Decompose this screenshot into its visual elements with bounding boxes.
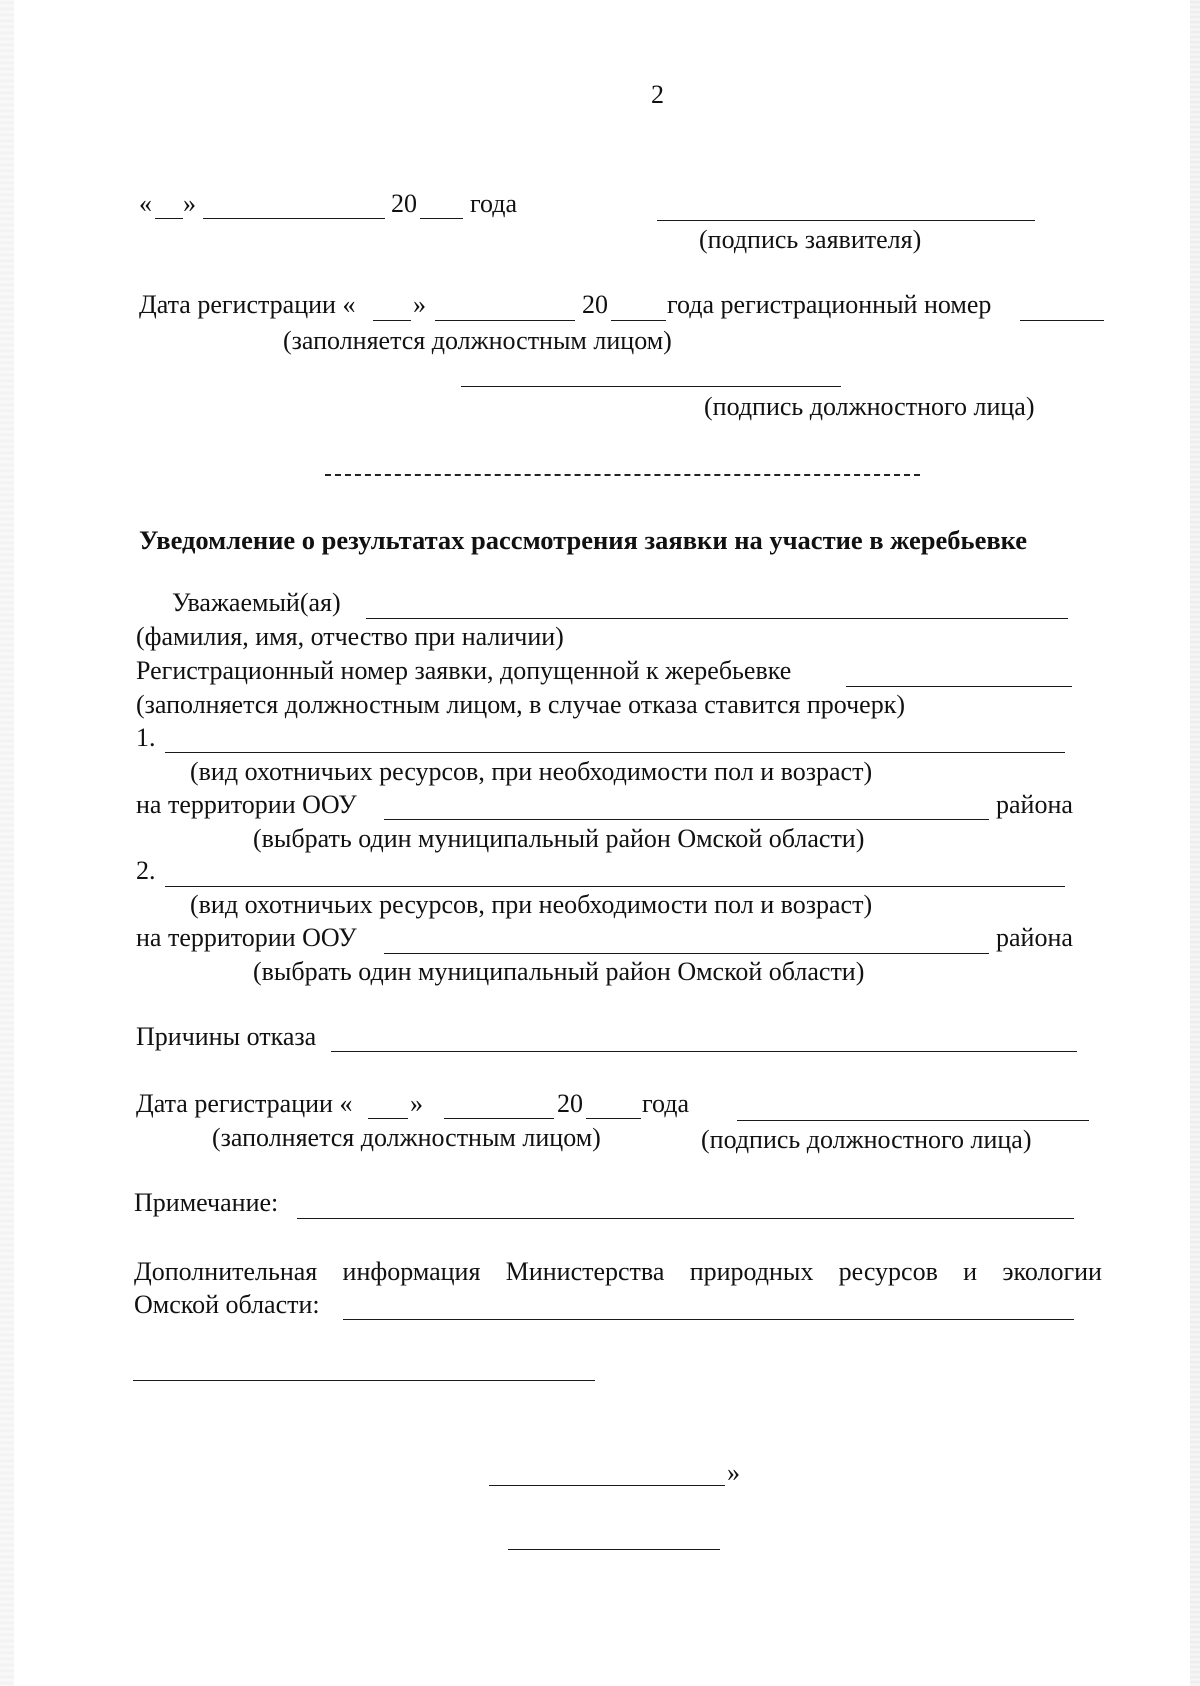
registration-close-quote: »	[413, 290, 426, 319]
refusal-line	[331, 1051, 1077, 1052]
notice-reg-year-line	[586, 1118, 641, 1119]
registration-label: Дата регистрации «	[139, 290, 356, 319]
additional-info-line-1	[134, 1259, 1102, 1285]
official-signature-line	[461, 386, 841, 387]
registration-month-line	[435, 320, 575, 321]
official-signature-caption: (подпись должностного лица)	[704, 392, 1035, 421]
item-1-resource-caption: (вид охотничьих ресурсов, при необходимости пол и возраст)	[190, 757, 873, 786]
registration-filled-caption: (заполняется должностным лицом)	[283, 326, 672, 355]
additional-info-word: Дополнительная	[134, 1257, 318, 1286]
date-open-quote: «	[139, 189, 152, 218]
scan-edge-right	[1190, 0, 1200, 1686]
item-1-resource-line	[165, 752, 1065, 753]
year-prefix: 20	[391, 189, 417, 218]
note-line	[297, 1218, 1074, 1219]
registration-day-line	[373, 320, 411, 321]
item-1-territory-line	[384, 819, 989, 820]
applicant-signature-line	[657, 220, 1035, 221]
additional-info-line	[343, 1319, 1074, 1320]
reg-number-label: Регистрационный номер заявки, допущенной к жеребьевке	[136, 656, 792, 685]
item-1-territory-label: на территории ООУ	[136, 790, 357, 819]
applicant-signature-caption: (подпись заявителя)	[699, 225, 922, 254]
closing-line-2	[489, 1485, 725, 1486]
item-2-resource-line	[165, 886, 1065, 887]
additional-info-word: природных	[689, 1257, 814, 1286]
item-1-district-caption: (выбрать один муниципальный район Омской области)	[253, 824, 865, 853]
name-caption: (фамилия, имя, отчество при наличии)	[136, 622, 564, 651]
closing-quote: »	[727, 1458, 740, 1487]
notice-reg-close-quote: »	[410, 1089, 423, 1118]
dear-label: Уважаемый(ая)	[172, 588, 341, 617]
item-2-resource-caption: (вид охотничьих ресурсов, при необходимости пол и возраст)	[190, 890, 873, 919]
registration-year-line	[611, 320, 666, 321]
refusal-label: Причины отказа	[136, 1022, 317, 1051]
notice-official-signature-line	[737, 1120, 1089, 1121]
notice-reg-date-label: Дата регистрации «	[136, 1089, 353, 1118]
reg-number-line	[846, 686, 1072, 687]
page-number: 2	[651, 80, 664, 109]
notice-reg-signature-caption: (подпись должностного лица)	[701, 1125, 1032, 1154]
additional-info-word: информация	[342, 1257, 481, 1286]
day-line	[155, 218, 183, 219]
registration-number-line	[1020, 320, 1104, 321]
registration-suffix: года регистрационный номер	[667, 290, 992, 319]
item-2-territory-label: на территории ООУ	[136, 923, 357, 952]
item-2-territory-line	[384, 953, 989, 954]
recipient-name-line	[366, 618, 1068, 619]
additional-info-word: экологии	[1002, 1257, 1102, 1286]
month-line	[203, 218, 385, 219]
year-suffix: года	[470, 189, 518, 218]
note-label: Примечание:	[134, 1188, 279, 1217]
closing-line-1	[133, 1380, 595, 1381]
notice-reg-day-line	[368, 1118, 408, 1119]
scan-edge-left	[0, 0, 14, 1686]
year-line	[420, 218, 463, 219]
item-2-number: 2.	[136, 856, 156, 885]
additional-info-line-2: Омской области:	[134, 1290, 320, 1319]
additional-info-word: Министерства	[505, 1257, 665, 1286]
reg-number-caption: (заполняется должностным лицом, в случае отказа ставится прочерк)	[136, 690, 905, 719]
notice-reg-year-suffix: года	[642, 1089, 690, 1118]
item-2-district-suffix: района	[996, 923, 1073, 952]
item-1-number: 1.	[136, 723, 156, 752]
notice-reg-filled-caption: (заполняется должностным лицом)	[212, 1123, 601, 1152]
closing-line-3	[508, 1549, 720, 1550]
cut-line-separator	[325, 474, 920, 476]
notice-reg-year-prefix: 20	[557, 1089, 583, 1118]
date-close-quote: »	[183, 189, 196, 218]
notice-reg-month-line	[444, 1118, 554, 1119]
item-2-district-caption: (выбрать один муниципальный район Омской области)	[253, 957, 865, 986]
registration-year-prefix: 20	[582, 290, 608, 319]
additional-info-word: ресурсов	[838, 1257, 938, 1286]
item-1-district-suffix: района	[996, 790, 1073, 819]
additional-info-word: и	[963, 1257, 978, 1286]
notice-title: Уведомление о результатах рассмотрения заявки на участие в жеребьевке	[139, 525, 1028, 555]
